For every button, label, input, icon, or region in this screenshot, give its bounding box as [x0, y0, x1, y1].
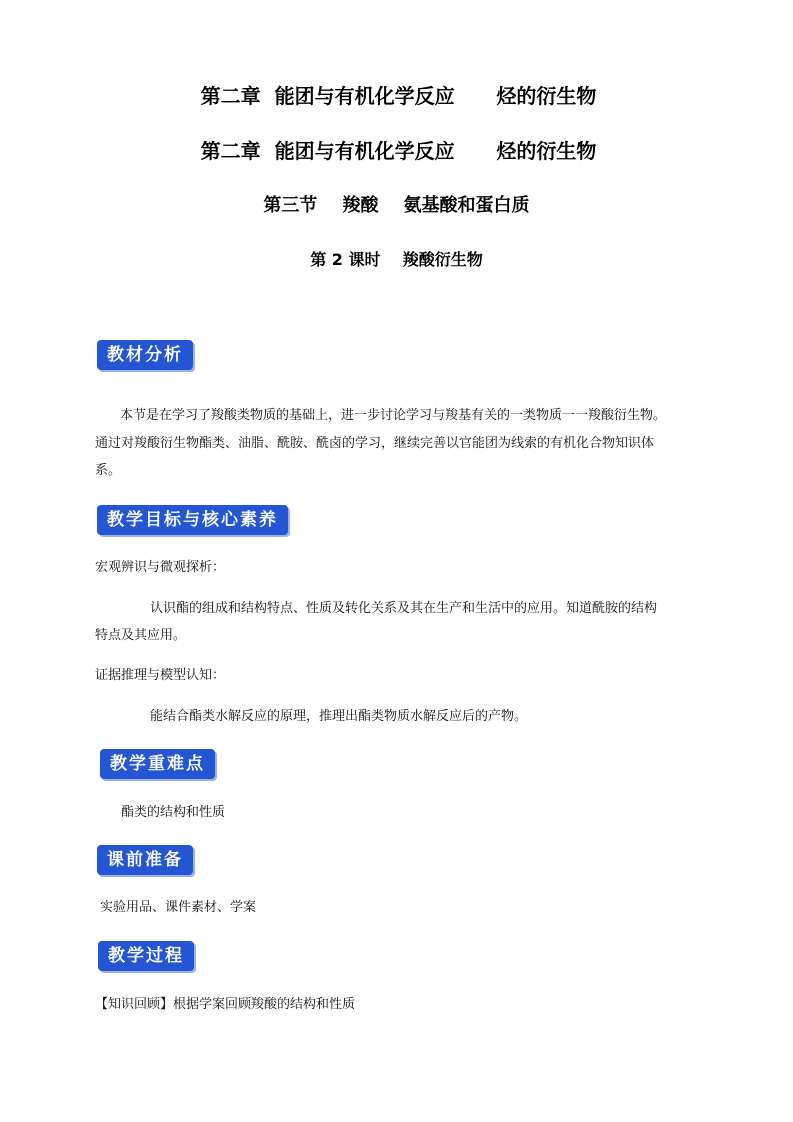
chapter-title-line-2: 第二章 能团与有机化学反应 烃的衍生物 [200, 139, 597, 163]
chapter-title-line-1: 第二章 能团与有机化学反应 烃的衍生物 [200, 84, 597, 108]
process-heading-badge: 教学过程 [98, 941, 194, 971]
process-text: 【知识回顾】根据学案回顾羧酸的结构和性质 [95, 997, 356, 1012]
analysis-heading-badge: 教材分析 [97, 340, 193, 370]
key-points-text: 酯类的结构和性质 [121, 805, 226, 820]
goal-macro-label: 宏观辨识与微观探析： [95, 560, 226, 575]
lesson-title: 第 2 课时 羧酸衍生物 [310, 250, 483, 269]
preparation-heading-badge: 课前准备 [97, 845, 193, 875]
analysis-text-line-3: 系。 [95, 463, 122, 478]
key-points-heading-badge: 教学重难点 [100, 749, 215, 779]
preparation-text: 实验用品、课件素材、学案 [100, 900, 257, 915]
goal-macro-text-line-1: 认识酯的组成和结构特点、性质及转化关系及其在生产和生活中的应用。知道酰胺的结构 [150, 601, 658, 616]
analysis-text-line-1: 本节是在学习了羧酸类物质的基础上，进一步讨论学习与羧基有关的一类物质一一羧酸衍生物。 [120, 408, 667, 423]
goal-macro-text-line-2: 特点及其应用。 [95, 628, 187, 643]
goals-heading-badge: 教学目标与核心素养 [97, 505, 288, 535]
goal-evidence-label: 证据推理与模型认知： [95, 668, 226, 683]
section-title: 第三节 羧酸 氨基酸和蛋白质 [263, 195, 530, 216]
goal-evidence-text: 能结合酯类水解反应的原理，推理出酯类物质水解反应后的产物。 [150, 709, 528, 724]
analysis-text-line-2: 通过对羧酸衍生物酯类、油脂、酰胺、酰卤的学习，继续完善以官能团为线索的有机化合物知识体 [95, 436, 655, 451]
